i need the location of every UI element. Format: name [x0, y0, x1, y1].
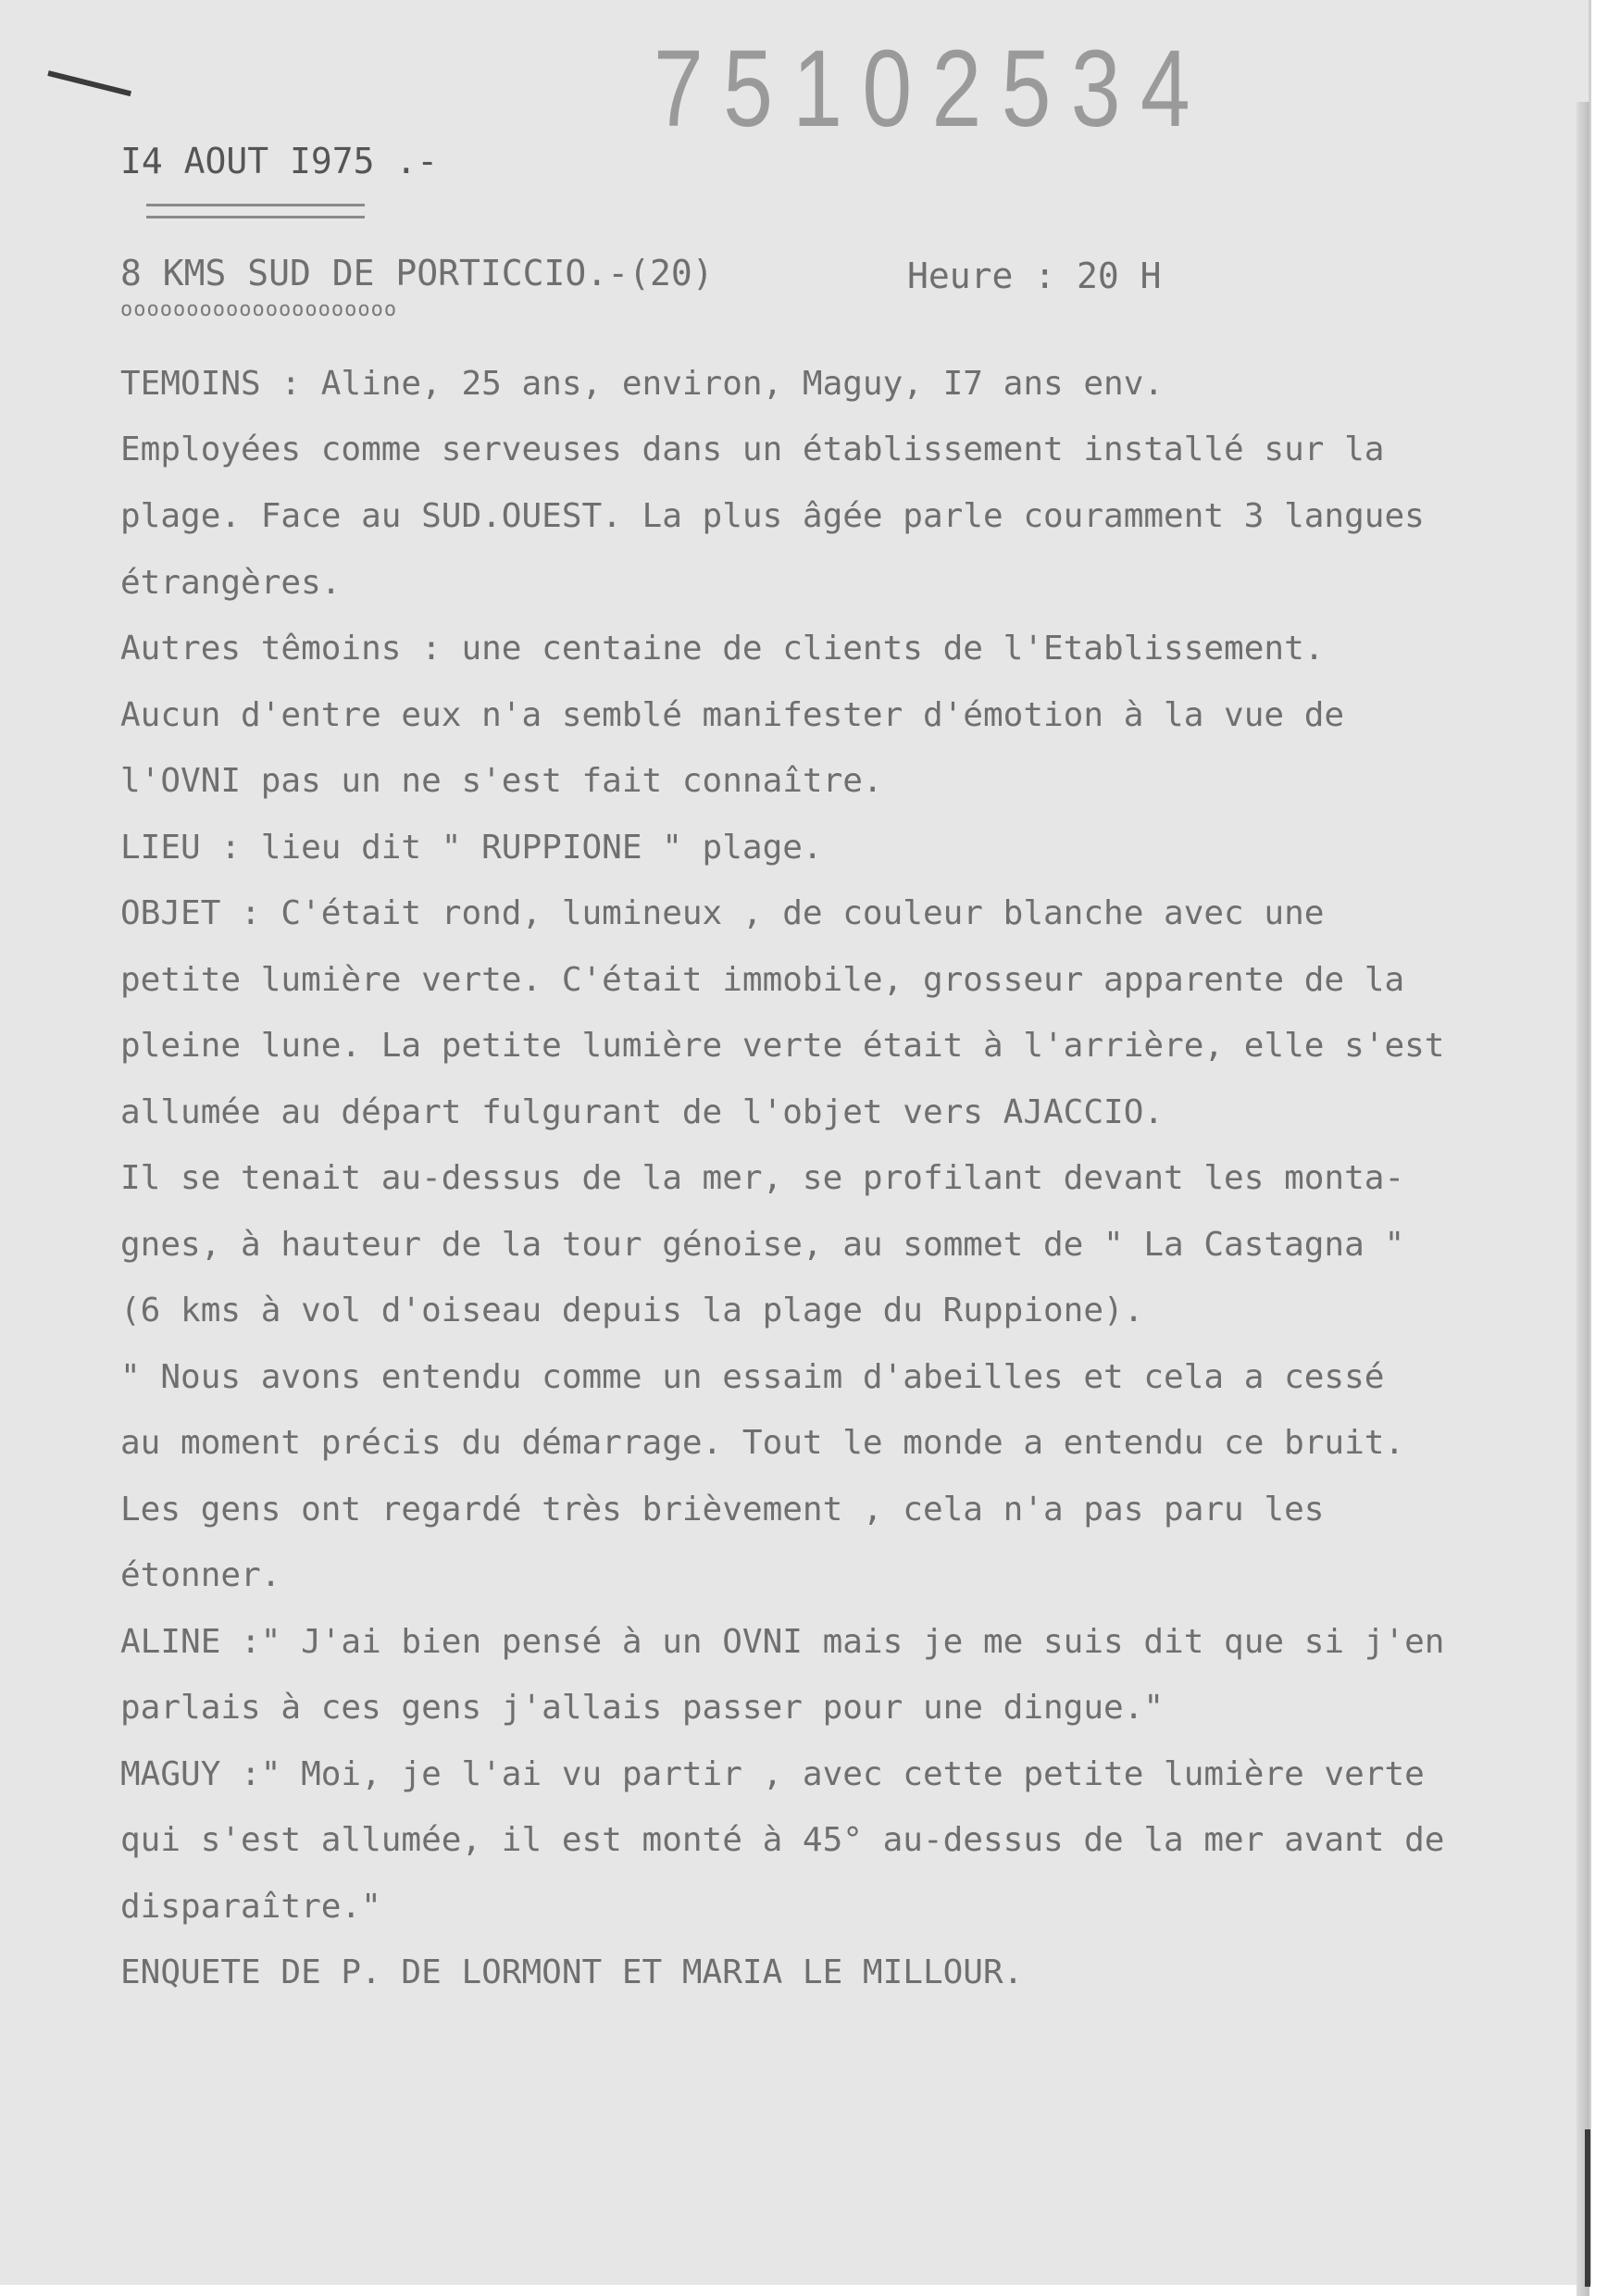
body-line: qui s'est allumée, il est monté à 45° au-dessus de la mer avant de	[120, 1821, 1445, 1859]
body-line: Autres têmoins : une centaine de clients de l'Etablissement.	[120, 630, 1325, 668]
body-line: l'OVNI pas un ne s'est fait connaître.	[120, 762, 883, 800]
investigators-line: ENQUETE DE P. DE LORMONT ET MARIA LE MILLOUR.	[120, 1953, 1024, 1991]
body-line: parlais à ces gens j'allais passer pour une dingue."	[120, 1689, 1165, 1727]
body-line: allumée au départ fulgurant de l'objet vers AJACCIO.	[120, 1093, 1165, 1131]
body-line: (6 kms à vol d'oiseau depuis la plage du Ruppione).	[120, 1292, 1144, 1329]
pen-mark	[47, 70, 131, 96]
hour-label: Heure : 20 H	[907, 256, 1162, 296]
body-line: Les gens ont regardé très brièvement , cela n'a pas paru les	[120, 1491, 1325, 1529]
body-line: au moment précis du démarrage. Tout le monde a entendu ce bruit.	[120, 1424, 1405, 1462]
body-line: ALINE :" J'ai bien pensé à un OVNI mais je me suis dit que si j'en	[120, 1623, 1445, 1661]
document-date: I4 AOUT I975 .-	[120, 141, 439, 181]
body-line: Aucun d'entre eux n'a semblé manifester d'émotion à la vue de	[120, 696, 1345, 734]
body-line: petite lumière verte. C'était immobile, grosseur apparente de la	[120, 961, 1405, 999]
body-line: plage. Face au SUD.OUEST. La plus âgée parle couramment 3 langues	[120, 497, 1425, 535]
body-line: Employées comme serveuses dans un établissement installé sur la	[120, 430, 1385, 468]
separator-line: ooooooooooooooooooooo	[120, 298, 398, 321]
body-line: étrangères.	[120, 564, 342, 602]
location-heading: 8 KMS SUD DE PORTICCIO.-(20)	[120, 253, 714, 293]
page-edge-dark	[1585, 2129, 1590, 2287]
date-underline	[146, 204, 365, 218]
document-number: 75102534	[654, 28, 1211, 150]
body-line: Il se tenait au-dessus de la mer, se profilant devant les monta-	[120, 1159, 1405, 1197]
body-line: étonner.	[120, 1556, 281, 1594]
body-line: disparaître."	[120, 1888, 381, 1926]
body-line: gnes, à hauteur de la tour génoise, au sommet de " La Castagna "	[120, 1226, 1405, 1264]
body-line: OBJET : C'était rond, lumineux , de couleur blanche avec une	[120, 894, 1325, 932]
body-line: MAGUY :" Moi, je l'ai vu partir , avec cette petite lumière verte	[120, 1755, 1425, 1793]
page-edge-shadow	[1576, 102, 1589, 2296]
body-line: TEMOINS : Aline, 25 ans, environ, Maguy, I7 ans env.	[120, 365, 1165, 403]
body-line: pleine lune. La petite lumière verte était à l'arrière, elle s'est	[120, 1027, 1445, 1065]
body-line: " Nous avons entendu comme un essaim d'abeilles et cela a cessé	[120, 1358, 1385, 1396]
body-line: LIEU : lieu dit " RUPPIONE " plage.	[120, 829, 823, 867]
